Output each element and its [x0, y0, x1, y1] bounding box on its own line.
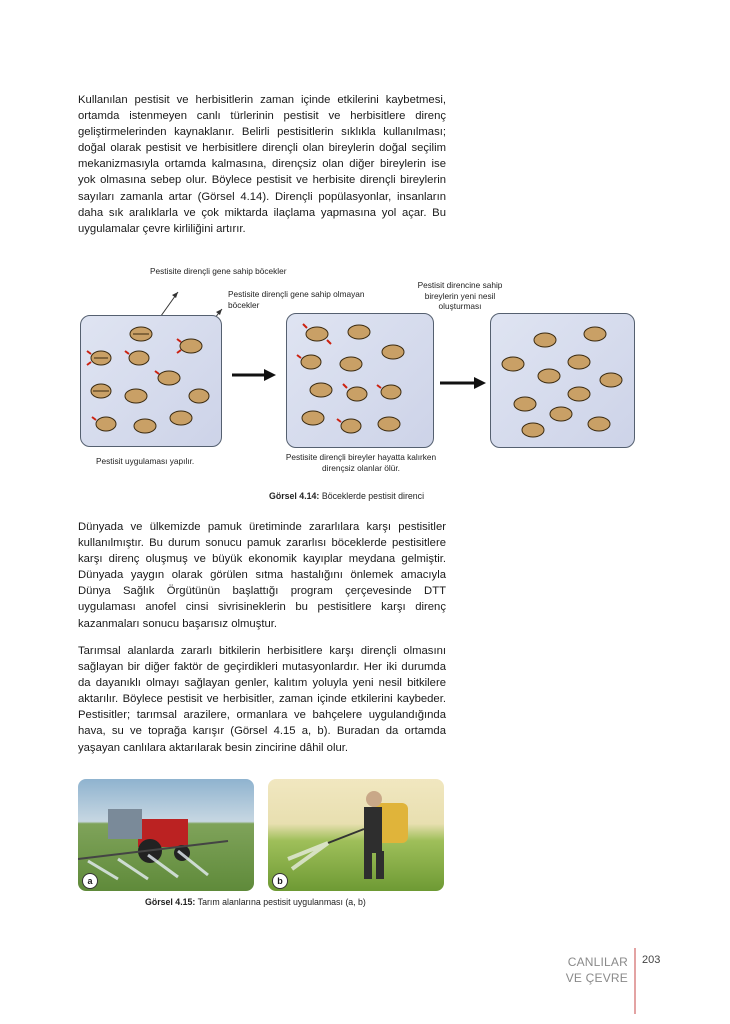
- beetle-icon: [340, 357, 362, 371]
- beetle-icon: [177, 339, 202, 353]
- beetle-icon: [550, 407, 572, 421]
- beetle-icon: [584, 327, 606, 341]
- dead-beetle-icon: [303, 324, 331, 344]
- beetle-icon: [600, 373, 622, 387]
- beetle-icon: [189, 389, 209, 403]
- chapter-title-line-1: CANLILAR: [567, 955, 628, 969]
- panel-survivors: [286, 313, 434, 448]
- label-nonresistant-gene: Pestisite dirençli gene sahip olmayan böcekler: [228, 289, 365, 310]
- panel-pesticide-applied: [80, 315, 222, 447]
- caption-text: Böceklerde pestisit direnci: [321, 491, 425, 501]
- label-step-1: Pestisit uygulaması yapılır.: [96, 456, 195, 466]
- beetle-icon: [538, 369, 560, 383]
- beetle-icon: [588, 417, 610, 431]
- photo-tractor-spraying: [78, 779, 254, 891]
- beetle-group-1: [81, 316, 221, 446]
- beetle-icon: [155, 371, 180, 385]
- beetle-icon: [87, 351, 111, 365]
- beetle-icon: [522, 423, 544, 437]
- chapter-title-line-2: VE ÇEVRE: [565, 971, 628, 985]
- figure-4-14-caption: [269, 491, 424, 501]
- beetle-icon: [348, 325, 370, 339]
- beetle-icon: [568, 387, 590, 401]
- label-new-generation: Pestisit direncine sahip bireylerin yeni nesil oluşturması: [417, 280, 503, 311]
- footer-divider: [634, 948, 636, 1014]
- beetle-icon: [502, 357, 524, 371]
- tractor-illustration: [78, 779, 254, 891]
- beetle-icon: [125, 389, 147, 403]
- caption-text: Tarım alanlarına pestisit uygulanması (a, b): [197, 897, 366, 907]
- caption-number: Görsel 4.14:: [269, 491, 320, 501]
- beetle-icon: [125, 351, 149, 365]
- beetle-icon: [130, 327, 152, 341]
- beetle-icon: [378, 417, 400, 431]
- beetle-icon: [134, 419, 156, 433]
- photo-badge-a: a: [82, 873, 98, 889]
- dead-beetle-icon: [377, 385, 401, 399]
- beetle-icon: [91, 384, 111, 398]
- paragraph-1: Kullanılan pestisit ve herbisitlerin zaman içinde etkilerini kaybetmesi, ortamda istenmeyen canlı türlerinin pestisit ve herbisitlere direnç geliştirmelerinden kaynaklanır. Belirli pestisitlerin sıklıkla kullanılması; doğal olarak pestisit ve herbisitlere dirençli olan bireylerin doğal seçilim mekanizmasıyla ortamda kalmasına, dirençsiz olan diğer bireylerin ise yok olmasına sebep olur. Böylece pestisit ve herbisite dirençli bireylerin sayıları zamanla artar (Görsel 4.14). Dirençli popülasyonlar, insanların daha sık aralıklarla ve çok miktarda ilaçlama yapmasına yol açar. Bu uygulamalar çevre kirliliğini artırır.: [78, 94, 446, 235]
- beetle-group-2: [287, 314, 433, 447]
- beetle-icon: [92, 417, 116, 431]
- figure-4-15-caption: [145, 897, 366, 907]
- label-resistant-gene: Pestisite dirençli gene sahip böcekler: [150, 266, 287, 276]
- beetle-group-3: [491, 314, 634, 447]
- caption-number: Görsel 4.15:: [145, 897, 196, 907]
- beetle-icon: [310, 383, 332, 397]
- beetle-icon: [382, 345, 404, 359]
- panel-new-generation: [490, 313, 635, 448]
- photo-worker-spraying: [268, 779, 444, 891]
- page-number: 203: [642, 954, 661, 966]
- beetle-icon: [514, 397, 536, 411]
- beetle-icon: [302, 411, 324, 425]
- beetle-icon: [170, 411, 192, 425]
- beetle-icon: [568, 355, 590, 369]
- photo-badge-b: b: [272, 873, 288, 889]
- beetle-icon: [534, 333, 556, 347]
- dead-beetle-icon: [343, 384, 367, 401]
- paragraph-3: Tarımsal alanlarda zararlı bitkilerin herbisitlere karşı dirençli olmasını sağlayan bir diğer faktör de geçirdikleri mutasyonlardır. Her iki durumda da dayanıklı olmayı sağlayan genler, kalıtım yoluyla yeni nesil bitkilere aktarılır. Böylece pestisit ve herbisitler, zaman içinde etkilerini kaybeder. Pestisitler; tarımsal arazilere, ormanlara ve bahçelere uygulandığında hava, su ve toprağa karışır (Görsel 4.15 a, b). Buradan da ortamda yaşayan canlılara aktarılarak besin zincirine dâhil olur.: [78, 645, 446, 754]
- dead-beetle-icon: [297, 355, 321, 369]
- label-step-2: Pestisite dirençli bireyler hayatta kalırken dirençsiz olanlar ölür.: [285, 452, 437, 473]
- chapter-title: [566, 954, 628, 986]
- worker-illustration: [268, 779, 444, 891]
- paragraph-2: Dünyada ve ülkemizde pamuk üretiminde zararlılara karşı pestisitler kullanılmıştır. Bu durum sonucu pamuk zararlısı böceklerde pestisitlere karşı direnç oluşmuş ve büyük ekonomik kayıplar meydana gelmiştir. Dünyada yaygın olarak görülen sıtma hastalığını önlemek amacıyla Dünya Sağlık Örgütünün başlattığı program çerçevesinde DTT uygulaması anofel cinsi sivrisineklerin bu pestisitlere karşı direnç kazanmaları sonucu başarısız olmuştur.: [78, 521, 446, 630]
- dead-beetle-icon: [337, 419, 361, 433]
